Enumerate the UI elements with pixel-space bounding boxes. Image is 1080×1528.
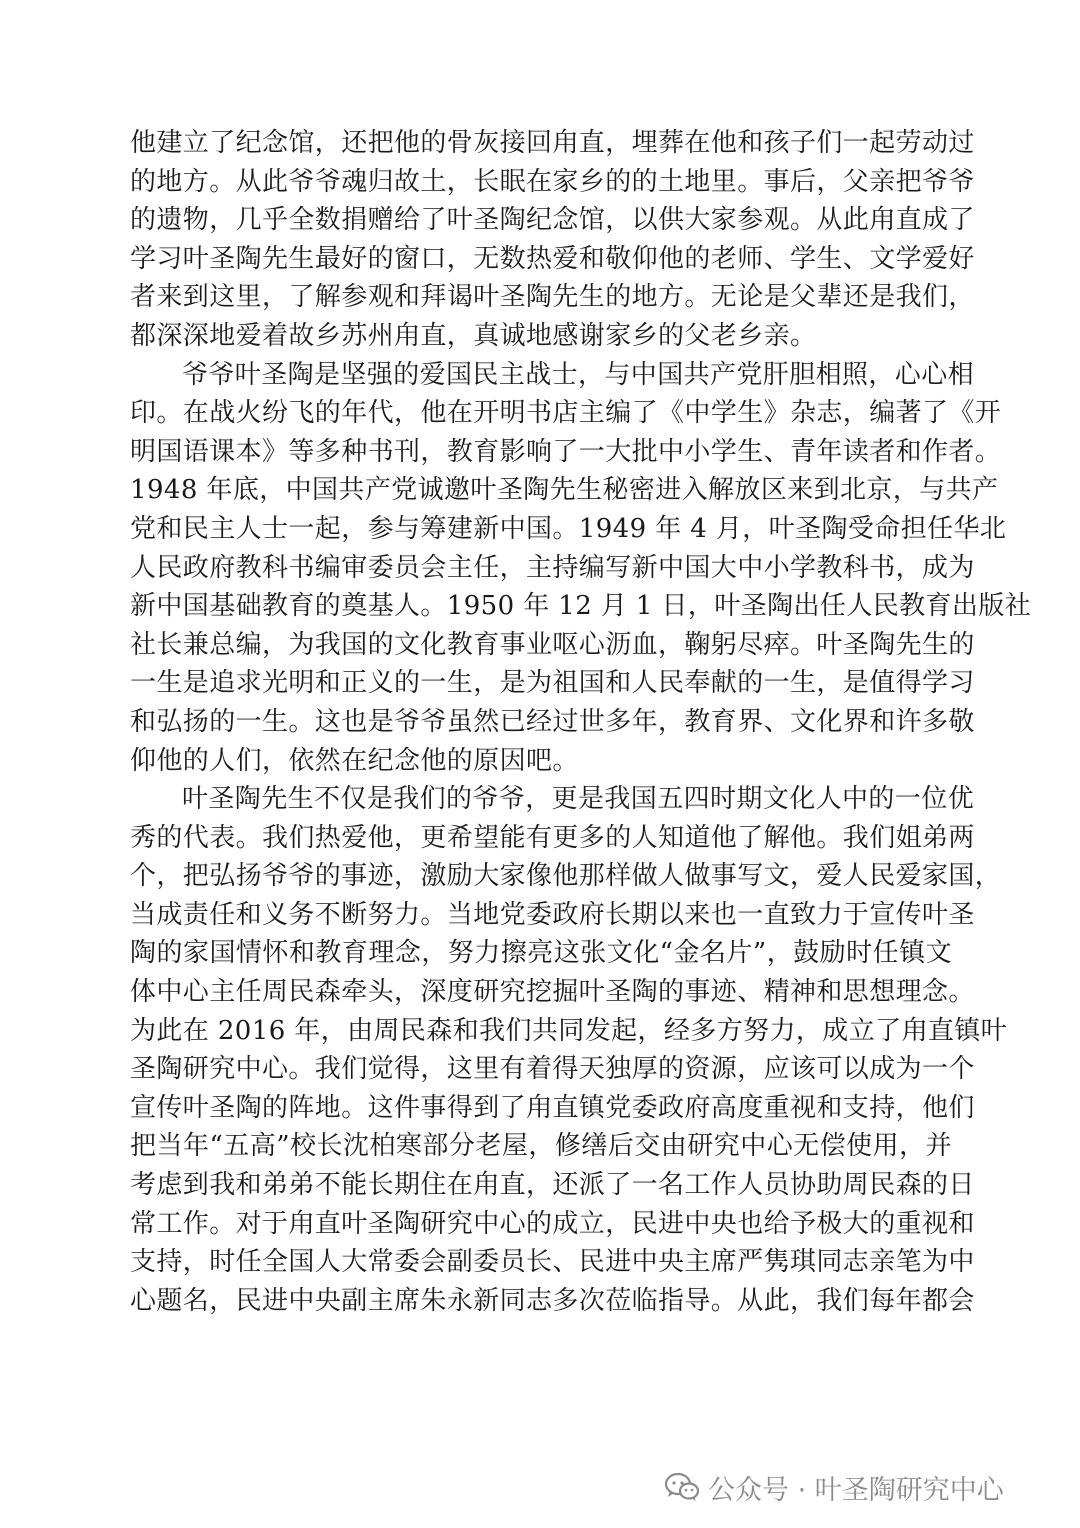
paragraph <box>130 780 1008 1320</box>
paragraph <box>130 356 1032 781</box>
text-line: 爷爷叶圣陶是坚强的爱国民主战士，与中国共产党肝胆相照，心心相 <box>182 359 975 390</box>
text-line: 都深深地爱着故乡苏州甪直，真诚地感谢家乡的父老乡亲。 <box>130 320 817 351</box>
text-line: 和弘扬的一生。这也是爷爷虽然已经过世多年，教育界、文化界和许多敬 <box>130 706 975 737</box>
text-line: 秀的代表。我们热爱他，更希望能有更多的人知道他了解他。我们姐弟两 <box>130 822 975 853</box>
text-line: 明国语课本》等多种书刊，教育影响了一大批中小学生、青年读者和作者。 <box>130 436 1002 467</box>
text-line: 叶圣陶先生不仅是我们的爷爷，更是我国五四时期文化人中的一位优 <box>182 784 975 815</box>
text-line: 印。在战火纷飞的年代，他在开明书店主编了《中学生》杂志，编著了《开 <box>130 398 1002 429</box>
text-line: 圣陶研究中心。我们觉得，这里有着得天独厚的资源，应该可以成为一个 <box>130 1054 975 1085</box>
text-line: 新中国基础教育的奠基人。1950 年 12 月 1 日，叶圣陶出任人民教育出版社 <box>130 591 1032 622</box>
text-line: 者来到这里，了解参观和拜谒叶圣陶先生的地方。无论是父辈还是我们， <box>130 282 975 313</box>
text-line: 心题名，民进中央副主席朱永新同志多次莅临指导。从此，我们每年都会 <box>130 1285 975 1316</box>
text-line: 人民政府教科书编审委员会主任，主持编写新中国大中小学教科书，成为 <box>130 552 975 583</box>
text-line: 仰他的人们，依然在纪念他的原因吧。 <box>130 745 579 776</box>
text-line: 社长兼总编，为我国的文化教育事业呕心沥血，鞠躬尽瘁。叶圣陶先生的 <box>130 629 975 660</box>
text-line: 宣传叶圣陶的阵地。这件事得到了甪直镇党委政府高度重视和支持，他们 <box>130 1092 975 1123</box>
text-line: 当成责任和义务不断努力。当地党委政府长期以来也一直致力于宣传叶圣 <box>130 899 975 930</box>
text-line: 的地方。从此爷爷魂归故土，长眠在家乡的的土地里。事后，父亲把爷爷 <box>130 166 975 197</box>
watermark-text: 公众号 · 叶圣陶研究中心 <box>708 1474 1004 1506</box>
text-line: 常工作。对于甪直叶圣陶研究中心的成立，民进中央也给予极大的重视和 <box>130 1208 975 1239</box>
text-line: 把当年“五高”校长沈柏寒部分老屋，修缮后交由研究中心无偿使用，并 <box>130 1131 952 1162</box>
watermark <box>664 1467 1004 1507</box>
text-line: 个，把弘扬爷爷的事迹，激励大家像他那样做人做事写文，爱人民爱家国， <box>130 861 1002 892</box>
paragraph <box>130 124 975 356</box>
text-line: 1948 年底，中国共产党诚邀叶圣陶先生秘密进入解放区来到北京，与共产 <box>130 475 999 506</box>
text-line: 陶的家国情怀和教育理念，努力擦亮这张文化“金名片”，鼓励时任镇文 <box>130 938 952 969</box>
text-line: 党和民主人士一起，参与筹建新中国。1949 年 4 月，叶圣陶受命担任华北 <box>130 513 1007 544</box>
wechat-icon <box>664 1472 700 1502</box>
text-line: 的遗物，几乎全数捐赠给了叶圣陶纪念馆，以供大家参观。从此甪直成了 <box>130 205 975 236</box>
text-line: 支持，时任全国人大常委会副委员长、民进中央主席严隽琪同志亲笔为中 <box>130 1247 975 1278</box>
text-line: 体中心主任周民森牵头，深度研究挖掘叶圣陶的事迹、精神和思想理念。 <box>130 977 975 1008</box>
text-line: 考虑到我和弟弟不能长期住在甪直，还派了一名工作人员协助周民森的日 <box>130 1170 975 1201</box>
text-line: 为此在 2016 年，由周民森和我们共同发起，经多方努力，成立了甪直镇叶 <box>130 1015 1008 1046</box>
text-line: 学习叶圣陶先生最好的窗口，无数热爱和敬仰他的老师、学生、文学爱好 <box>130 243 975 274</box>
text-line: 一生是追求光明和正义的一生，是为祖国和人民奉献的一生，是值得学习 <box>130 668 975 699</box>
document-page <box>130 124 1032 1320</box>
text-line: 他建立了纪念馆，还把他的骨灰接回甪直，埋葬在他和孩子们一起劳动过 <box>130 128 975 158</box>
